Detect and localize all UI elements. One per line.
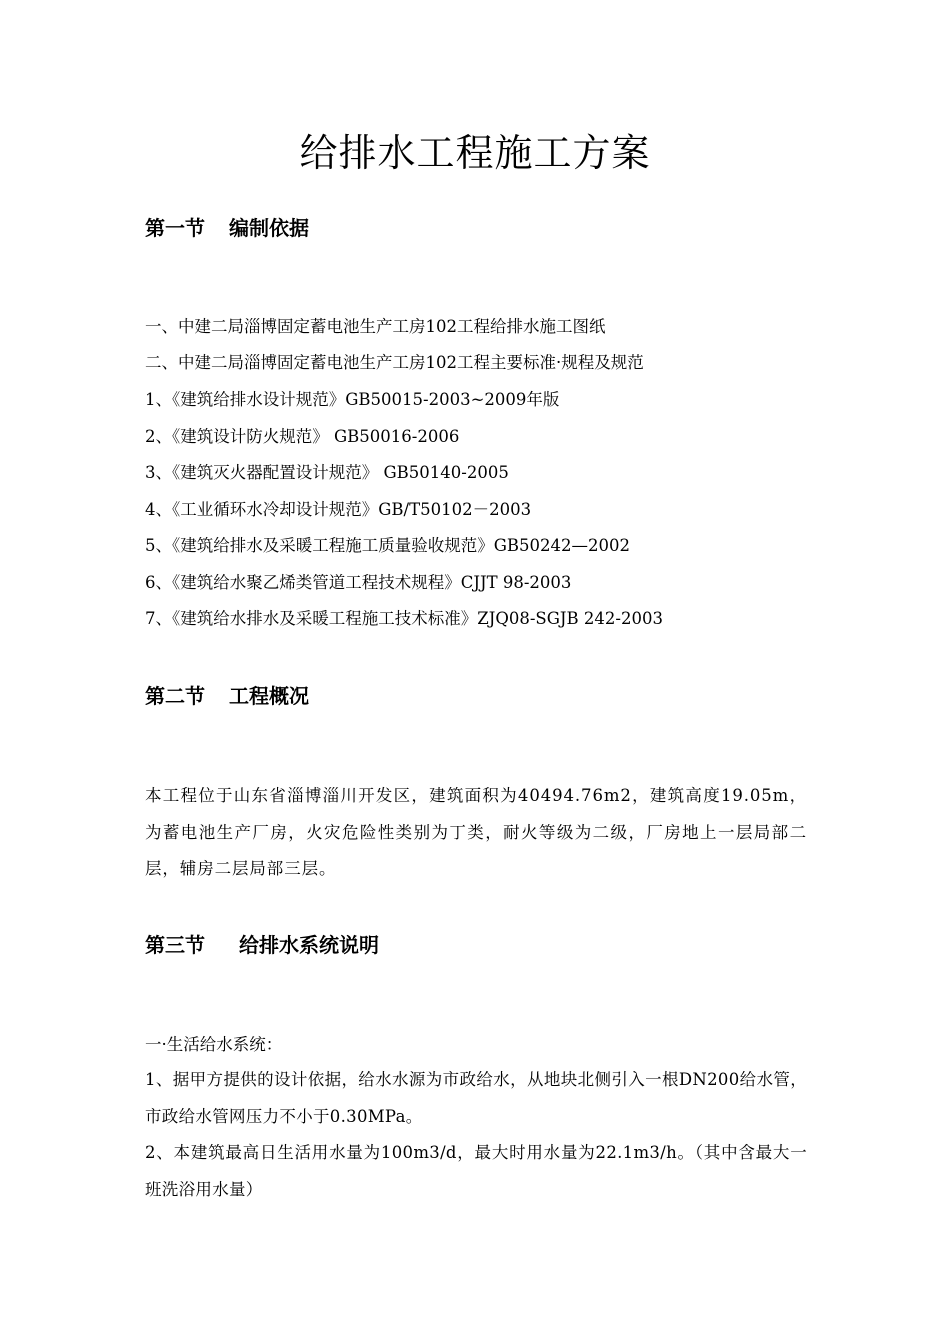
- section-heading-1: [145, 214, 309, 242]
- section-number: 第三节: [145, 933, 205, 957]
- basis-line: 一、中建二局淄博固定蓄电池生产工房102工程给排水施工图纸: [145, 317, 606, 336]
- overview-paragraph: 本工程位于山东省淄博淄川开发区，建筑面积为40494.76m2，建筑高度19.05m，为蓄电池生产厂房，火灾危险性类别为丁类，耐火等级为二级，厂房地上一层局部二层，辅房二层局部三层。: [145, 786, 807, 878]
- section-number: 第二节: [145, 684, 205, 708]
- basis-line: 4、《工业循环水冷却设计规范》GB/T50102－2003: [145, 500, 532, 519]
- water-item-1: 1、据甲方提供的设计依据，给水水源为市政给水，从地块北侧引入一根DN200给水管，市政给水管网压力不小于0.30MPa。: [145, 1070, 807, 1126]
- document-title: 给排水工程施工方案: [299, 131, 651, 175]
- subsection-title: 一·生活给水系统：: [145, 1035, 283, 1054]
- water-item-2: 2、本建筑最高日生活用水量为100m3/d，最大时用水量为22.1m3/h。（其中含最大一班洗浴用水量）: [145, 1143, 807, 1199]
- basis-line: 7、《建筑给水排水及采暖工程施工技术标准》ZJQ08-SGJB 242-2003: [145, 609, 663, 628]
- basis-line: 1、《建筑给排水设计规范》GB50015-2003~2009年版: [145, 390, 560, 409]
- basis-line: 6、《建筑给水聚乙烯类管道工程技术规程》CJJT 98-2003: [145, 573, 572, 592]
- basis-line: 3、《建筑灭火器配置设计规范》 GB50140-2005: [145, 463, 509, 482]
- section-heading-2: [145, 682, 309, 710]
- section-number: 第一节: [145, 216, 205, 240]
- basis-line: 5、《建筑给排水及采暖工程施工质量验收规范》GB50242—2002: [145, 536, 631, 555]
- section-name: 工程概况: [229, 684, 309, 708]
- basis-line: 二、中建二局淄博固定蓄电池生产工房102工程主要标准·规程及规范: [145, 353, 644, 372]
- section-name: 编制依据: [229, 216, 309, 240]
- section-name: 给排水系统说明: [239, 933, 379, 957]
- section-heading-3: [145, 931, 379, 959]
- basis-line: 2、《建筑设计防火规范》 GB50016-2006: [145, 427, 460, 446]
